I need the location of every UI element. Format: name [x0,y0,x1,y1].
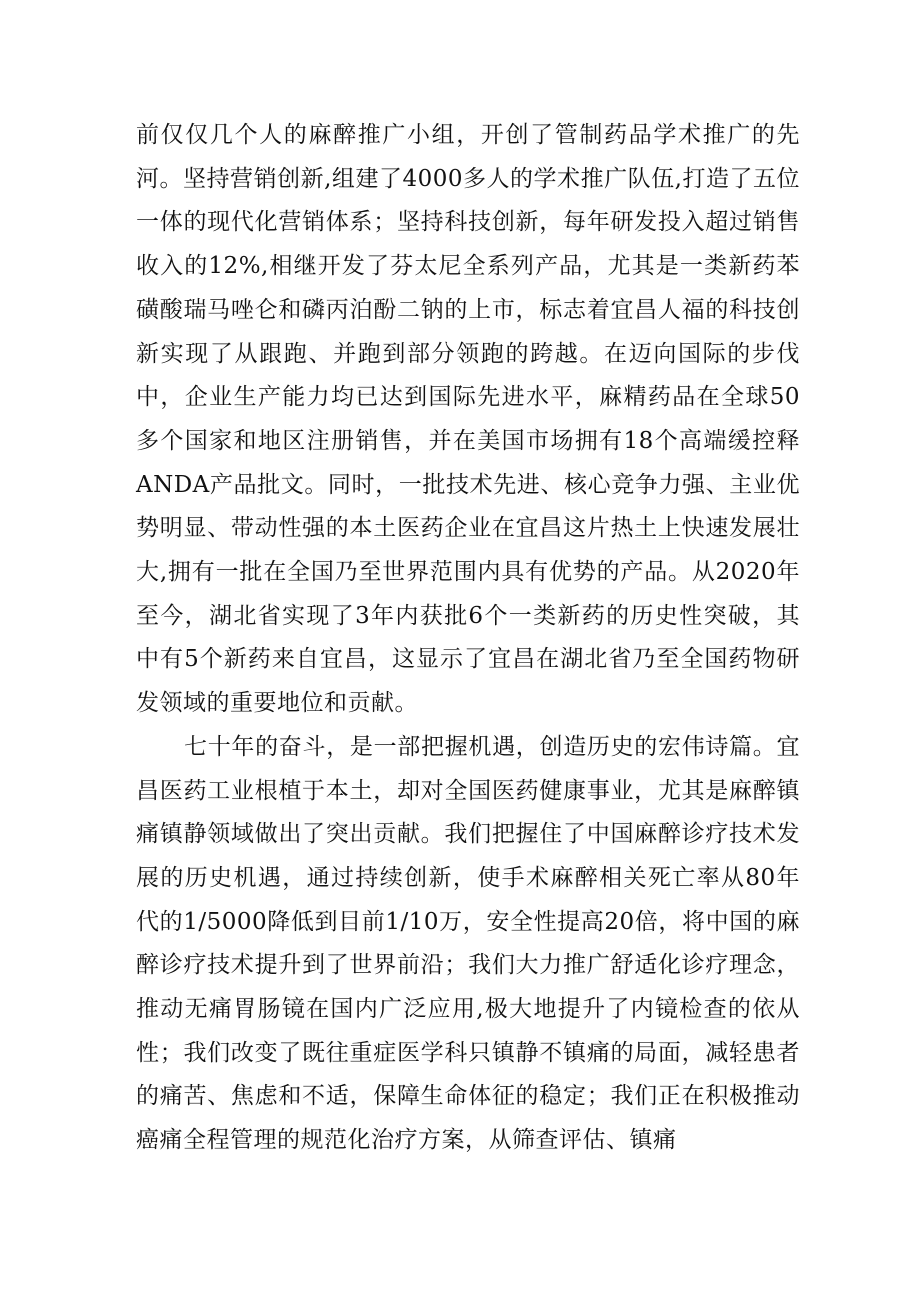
document-body [136,114,800,1163]
paragraph-1: 前仅仅几个人的麻醉推广小组，开创了管制药品学术推广的先河。坚持营销创新,组建了4000多人的学术推广队伍,打造了五位一体的现代化营销体系；坚持科技创新，每年研发投入超过销售收入的12%,相继开发了芬太尼全系列产品，尤其是一类新药苯磺酸瑞马唑仑和磷丙泊酚二钠的上市，标志着宜昌人福的科技创新实现了从跟跑、并跑到部分领跑的跨越。在迈向国际的步伐中，企业生产能力均已达到国际先进水平，麻精药品在全球50多个国家和地区注册销售，并在美国市场拥有18个高端缓控释ANDA产品批文。同时，一批技术先进、核心竞争力强、主业优势明显、带动性强的本土医药企业在宜昌这片热土上快速发展壮大,拥有一批在全国乃至世界范围内具有优势的产品。从2020年至今，湖北省实现了3年内获批6个一类新药的历史性突破，其中有5个新药来自宜昌，这显示了宜昌在湖北省乃至全国药物研发领域的重要地位和贡献。 [136,122,800,717]
paragraph-2: 七十年的奋斗，是一部把握机遇，创造历史的宏伟诗篇。宜昌医药工业根植于本土，却对全国医药健康事业，尤其是麻醉镇痛镇静领域做出了突出贡献。我们把握住了中国麻醉诊疗技术发展的历史机遇，通过持续创新，使手术麻醉相关死亡率从80年代的1/5000降低到目前1/10万，安全性提高20倍，将中国的麻醉诊疗技术提升到了世界前沿；我们大力推广舒适化诊疗理念，推动无痛胃肠镜在国内广泛应用,极大地提升了内镜检查的依从性；我们改变了既往重症医学科只镇静不镇痛的局面，减轻患者的痛苦、焦虑和不适，保障生命体征的稳定；我们正在积极推动癌痛全程管理的规范化治疗方案，从筛查评估、镇痛 [136,733,800,1154]
